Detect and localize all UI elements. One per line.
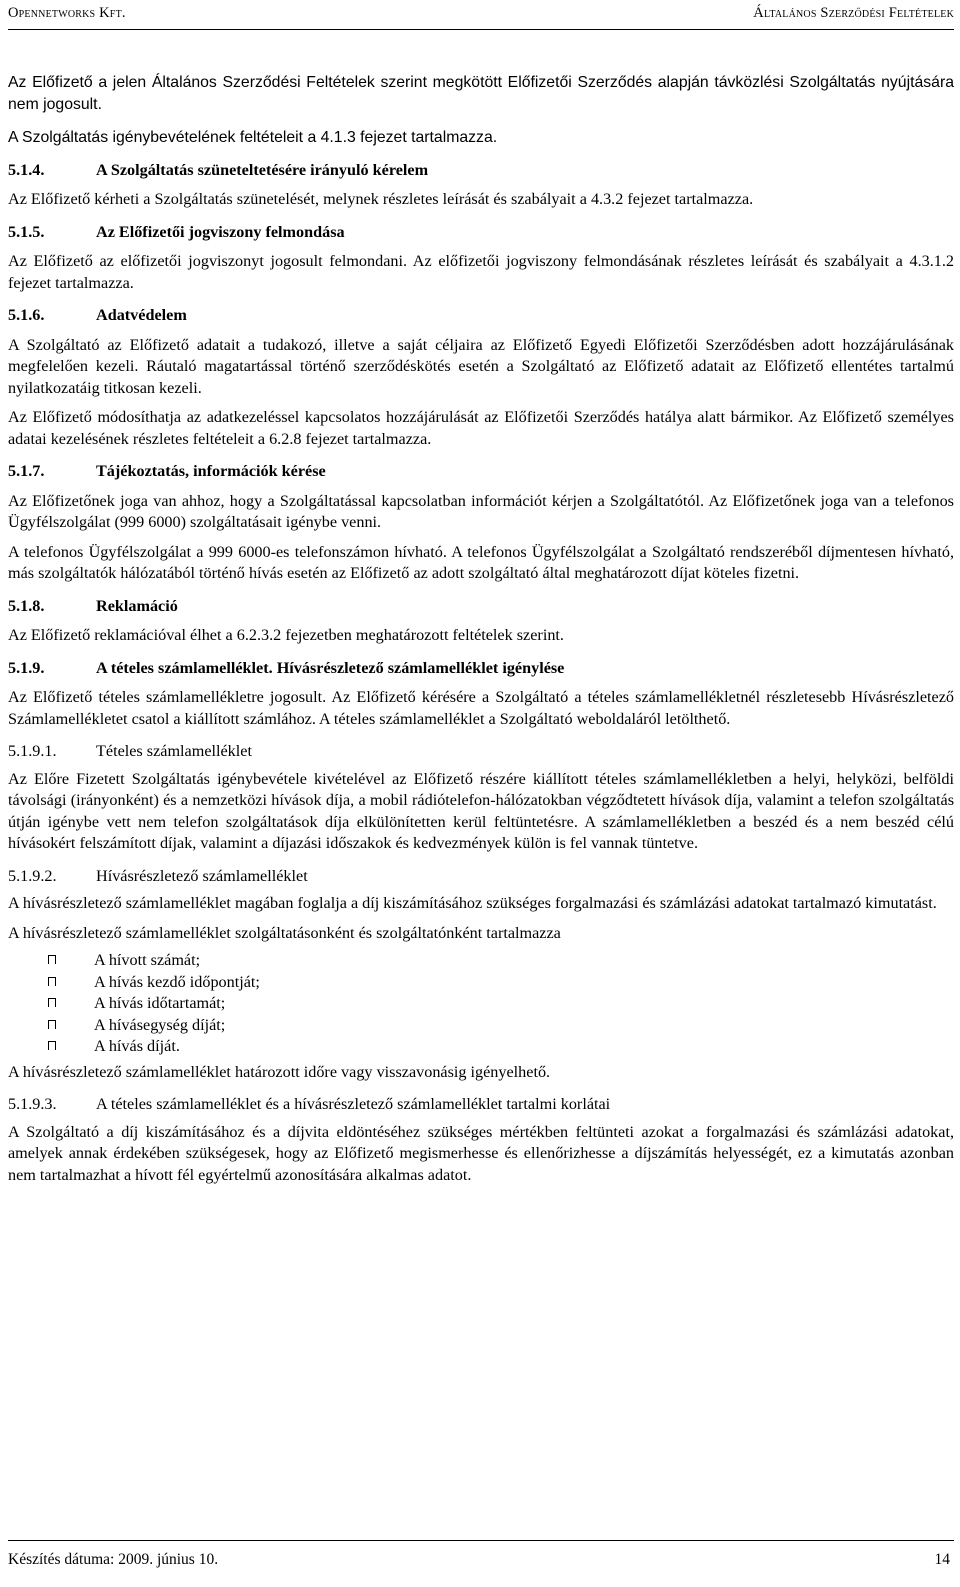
intro-paragraph: Az Előfizető a jelen Általános Szerződési Feltételek szerint megkötött Előfizetői Szerződés alapján távközlési Szolgáltatás nyújtására nem jogosult. — [8, 74, 954, 113]
section-paragraph: A telefonos Ügyfélszolgálat a 999 6000-es telefonszámon hívható. A telefonos Ügyfélszolgálat a Szolgáltató rendszeréből díjmentesen hívható, más szolgáltatók hálózatából történő hívás esetén az Előfizető az adott szolgáltató által meghatározott díjat köteles fizetni. — [8, 542, 954, 582]
section-paragraph: A hívásrészletező számlamelléklet magában foglalja a díj kiszámításához szükséges forgalmazási és számlázási adatokat tartalmazó kimutatást. — [8, 894, 937, 912]
bullet-icon — [48, 1020, 56, 1029]
document-body — [8, 72, 954, 1186]
page-header — [8, 5, 954, 30]
section-heading-5-1-9-3: 5.1.9.3. A tételes számlamelléklet és a hívásrészletező számlamelléklet tartalmi korlátai — [8, 1095, 611, 1113]
section-paragraph: Az Előfizető kérheti a Szolgáltatás szünetelését, melynek részletes leírását és szabályait a 4.3.2 fejezet tartalmazza. — [8, 190, 754, 208]
page-number: 14 — [934, 1551, 950, 1568]
footer-date: Készítés dátuma: 2009. június 10. — [8, 1551, 219, 1568]
call-details-list — [8, 950, 954, 1058]
section-heading-5-1-9-1: 5.1.9.1. Tételes számlamelléklet — [8, 742, 252, 760]
section-paragraph: A hívásrészletező számlamelléklet határozott időre vagy visszavonásig igényelhető. — [8, 1062, 551, 1081]
list-item: A hívás kezdő időpontját; — [48, 972, 954, 994]
header-document-title: Általános Szerződési Feltételek — [753, 5, 954, 21]
list-item: A hívás díját. — [48, 1036, 954, 1058]
section-paragraph: Az Előfizető reklamációval élhet a 6.2.3.2 fejezetben meghatározott feltételek szerint. — [8, 626, 564, 644]
bullet-icon — [48, 955, 56, 964]
section-heading-5-1-6: 5.1.6. Adatvédelem — [8, 306, 187, 324]
bullet-icon — [48, 998, 56, 1007]
section-paragraph: Az Előfizetőnek joga van ahhoz, hogy a Szolgáltatással kapcsolatban információt kérjen a Szolgáltatótól. Az Előfizetőnek joga van a telefonos Ügyfélszolgálat (999 6000) szolgáltatásait igénybe venni. — [8, 491, 954, 531]
bullet-icon — [48, 1041, 56, 1050]
list-item: A hívás időtartamát; — [48, 993, 954, 1015]
section-paragraph: Az Előfizető módosíthatja az adatkezeléssel kapcsolatos hozzájárulását az Előfizetői Szerződés hatálya alatt bármikor. Az Előfizető személyes adatai kezelésének részletes feltételeit a 6.2.8 fejezet tartalmazza. — [8, 408, 954, 448]
section-heading-5-1-9-2: 5.1.9.2. Hívásrészletező számlamelléklet — [8, 866, 308, 885]
section-paragraph: Az Előfizető tételes számlamellékletre jogosult. Az Előfizető kérésére a Szolgáltató a tételes számlamellékletnél részletesebb Hívásrészletező Számlamellékletet csatol a kiállított számlához. A tételes számlamelléklet a Szolgáltató weboldaláról letölthető. — [8, 688, 954, 728]
list-item: A hívott számát; — [48, 950, 954, 972]
intro-paragraph: A Szolgáltatás igénybevételének feltételeit a 4.1.3 fejezet tartalmazza. — [8, 129, 498, 146]
section-paragraph: A Szolgáltató az Előfizető adatait a tudakozó, illetve a saját céljaira az Előfizető Egyedi Előfizetői Szerződésben adott hozzájárulásának megfelelően kezeli. Ráutaló magatartással történő szerződéskötés esetén a Szolgáltató az Előfizető adatait az Előfizető ellentétes tartalmú nyilatkozatáig titkosan kezeli. — [8, 335, 954, 397]
section-heading-5-1-5: 5.1.5. Az Előfizetői jogviszony felmondása — [8, 222, 345, 241]
section-paragraph: Az Előre Fizetett Szolgáltatás igénybevétele kivételével az Előfizető részére kiállított tételes számlamellékletben a helyi, helyközi, belföldi távolsági (irányonként) és a nemzetközi hívások díja, a mobil rádiótelefon-hálózatokban végződtetett hívások díja, valamint a telefon szolgáltatás útján igénybe vett nem telefon szolgáltatások díja elkülönítetten kerül feltüntetésre. A számlamellékletben a beszéd és a nem beszéd célú hívásokért felszámított díjak, valamint a díjazási időszakok és kedvezmények külön is fel vannak tüntetve. — [8, 769, 954, 852]
section-heading-5-1-9: 5.1.9. A tételes számlamelléklet. Hívásrészletező számlamelléklet igénylése — [8, 658, 565, 677]
section-paragraph: A Szolgáltató a díj kiszámításához és a díjvita eldöntéséhez szükséges mértékben feltünteti azokat a forgalmazási és számlázási adatokat, amelyek annak érdekében szükségesek, hogy az Előfizető megismerhesse és ellenőrizhesse a díjszámítás helyességét, ez a kimutatás azonban nem tartalmazhat a hívott fél egyértelmű azonosítására alkalmas adatot. — [8, 1122, 954, 1184]
section-paragraph: A hívásrészletező számlamelléklet szolgáltatásonként és szolgáltatónként tartalmazza — [8, 923, 561, 942]
header-company: Opennetworks Kft. — [8, 5, 126, 21]
section-heading-5-1-7: 5.1.7. Tájékoztatás, információk kérése — [8, 462, 326, 480]
bullet-icon — [48, 977, 56, 986]
list-item: A hívásegység díját; — [48, 1015, 954, 1037]
section-paragraph: Az Előfizető az előfizetői jogviszonyt jogosult felmondani. Az előfizetői jogviszony felmondásának részletes leírását és szabályait a 4.3.1.2 fejezet tartalmazza. — [8, 252, 954, 292]
section-heading-5-1-4: 5.1.4. A Szolgáltatás szüneteltetésére irányuló kérelem — [8, 160, 429, 179]
section-heading-5-1-8: 5.1.8. Reklamáció — [8, 596, 178, 615]
page-footer — [8, 1540, 954, 1568]
